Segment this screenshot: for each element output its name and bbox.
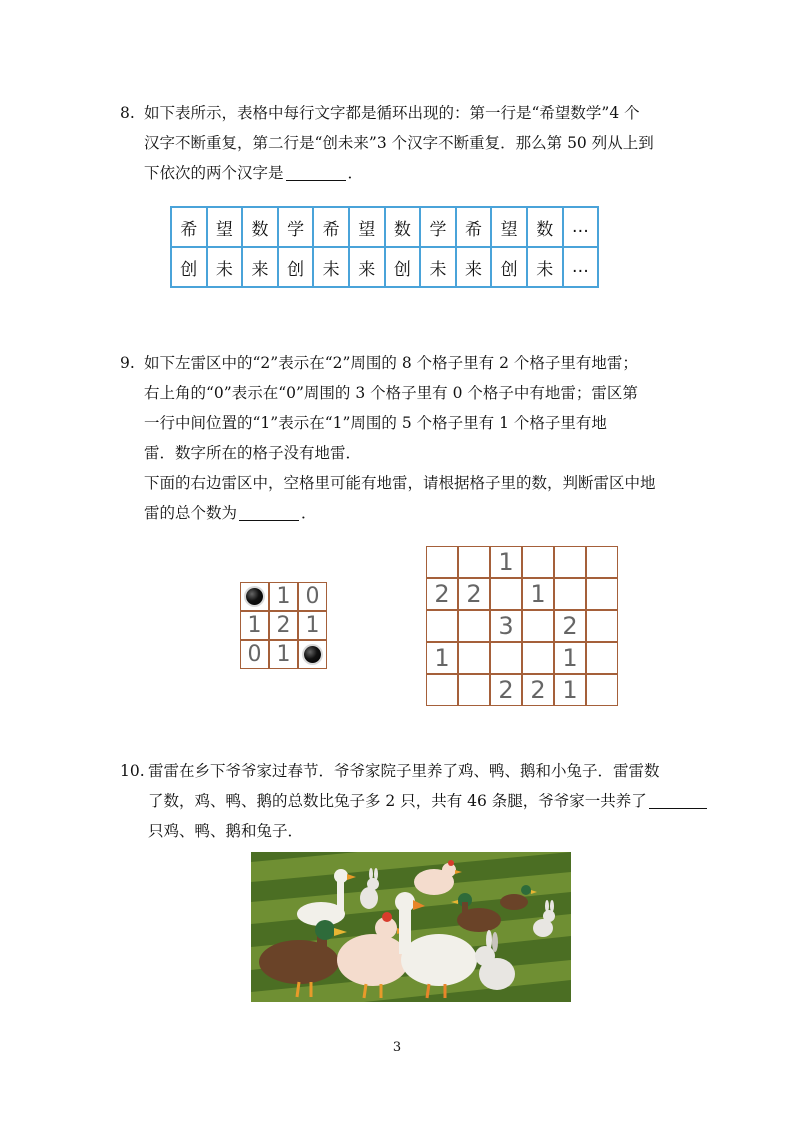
cell-number: 1 (305, 613, 320, 638)
question-10 (120, 756, 680, 846)
cell-number: 2 (498, 676, 514, 704)
empty-cell (522, 610, 554, 642)
mine-cell (240, 582, 269, 611)
mine-icon (246, 588, 263, 605)
number-cell (269, 640, 298, 669)
question-text-line: 如下左雷区中的“2”表示在“2”周围的 8 个格子里有 2 个格子里有地雷； (144, 354, 638, 372)
number-cell (554, 674, 586, 706)
empty-cell (586, 578, 618, 610)
hanzi-cell: 来 (349, 247, 385, 287)
hanzi-cell: 望 (349, 207, 385, 247)
cell-number: 0 (247, 642, 262, 667)
cell-number: 3 (498, 612, 514, 640)
number-cell (522, 674, 554, 706)
hanzi-cell: 未 (313, 247, 349, 287)
number-cell (554, 642, 586, 674)
farm-animals-illustration (251, 852, 571, 1002)
empty-cell (522, 546, 554, 578)
empty-cell (554, 546, 586, 578)
empty-cell (458, 610, 490, 642)
cell-number: 2 (276, 613, 291, 638)
number-cell (298, 582, 327, 611)
hanzi-cell: 未 (527, 247, 563, 287)
mine-icon (304, 646, 321, 663)
cell-number: 2 (466, 580, 482, 608)
hanzi-cell: 未 (207, 247, 243, 287)
question-number: 8. (120, 104, 135, 122)
question-text: 下依次的两个汉字是 (144, 164, 284, 182)
answer-blank[interactable] (286, 162, 346, 181)
question-text: ． (301, 504, 317, 522)
hanzi-cell: 数 (385, 207, 421, 247)
hanzi-cell: 创 (278, 247, 314, 287)
hanzi-cell: 创 (491, 247, 527, 287)
number-cell (458, 578, 490, 610)
hanzi-cell: 创 (171, 247, 207, 287)
number-cell (522, 578, 554, 610)
number-cell (490, 546, 522, 578)
cell-number: 1 (276, 642, 291, 667)
question-number: 9. (120, 354, 135, 372)
question-text-line: 只鸡、鸭、鹅和兔子． (148, 822, 304, 840)
cell-number: 2 (562, 612, 578, 640)
empty-cell (458, 546, 490, 578)
question-text: ． (347, 164, 364, 182)
empty-cell (426, 546, 458, 578)
right-minefield-grid (426, 546, 618, 706)
empty-cell (586, 546, 618, 578)
page-number: 3 (392, 1040, 402, 1055)
cell-number: 2 (530, 676, 546, 704)
number-cell (269, 582, 298, 611)
number-cell (298, 611, 327, 640)
cell-number: 1 (276, 584, 291, 609)
question-text: 雷的总个数为 (144, 504, 238, 522)
empty-cell (426, 674, 458, 706)
cell-number: 1 (434, 644, 450, 672)
answer-blank[interactable] (649, 790, 707, 809)
mine-cell (298, 640, 327, 669)
empty-cell (458, 642, 490, 674)
cell-number: 2 (434, 580, 450, 608)
hanzi-cell: 未 (420, 247, 456, 287)
empty-cell (586, 674, 618, 706)
empty-cell (522, 642, 554, 674)
empty-cell (554, 578, 586, 610)
empty-cell (490, 578, 522, 610)
hanzi-cell: 学 (278, 207, 314, 247)
empty-cell (586, 642, 618, 674)
number-cell (426, 578, 458, 610)
question-text-line: 如下表所示，表格中每行文字都是循环出现的：第一行是“希望数学”4 个 (144, 104, 640, 122)
number-cell (426, 642, 458, 674)
hanzi-cell: … (563, 207, 599, 247)
hanzi-cell: 学 (420, 207, 456, 247)
hanzi-table (170, 206, 599, 288)
left-minefield-grid (240, 582, 327, 669)
question-text-line (120, 158, 680, 188)
question-text-line: 一行中间位置的“1”表示在“1”周围的 5 个格子里有 1 个格子里有地 (144, 414, 607, 432)
question-9 (120, 348, 680, 528)
question-text-line: 雷雷在乡下爷爷家过春节．爷爷家院子里养了鸡、鸭、鹅和小兔子．雷雷数 (148, 762, 660, 780)
number-cell (490, 674, 522, 706)
empty-cell (426, 610, 458, 642)
number-cell (240, 640, 269, 669)
number-cell (269, 611, 298, 640)
hanzi-table-row (171, 207, 598, 247)
question-text-line (120, 786, 680, 816)
hanzi-table-row (171, 247, 598, 287)
hanzi-cell: 来 (456, 247, 492, 287)
question-text-line: 下面的右边雷区中，空格里可能有地雷，请根据格子里的数，判断雷区中地 (144, 474, 656, 492)
hanzi-cell: … (563, 247, 599, 287)
question-text-line: 雷．数字所在的格子没有地雷． (144, 444, 362, 462)
hanzi-cell: 数 (242, 207, 278, 247)
number-cell (490, 610, 522, 642)
empty-cell (586, 610, 618, 642)
answer-blank[interactable] (239, 502, 299, 521)
hanzi-cell: 望 (207, 207, 243, 247)
question-text-line: 汉字不断重复，第二行是“创未来”3 个汉字不断重复．那么第 50 列从上到 (144, 134, 654, 152)
number-cell (240, 611, 269, 640)
cell-number: 1 (530, 580, 546, 608)
empty-cell (490, 642, 522, 674)
hanzi-cell: 创 (385, 247, 421, 287)
question-number: 10. (120, 762, 145, 780)
cell-number: 1 (498, 548, 514, 576)
number-cell (554, 610, 586, 642)
cell-number: 1 (562, 644, 578, 672)
hanzi-cell: 望 (491, 207, 527, 247)
hanzi-cell: 希 (171, 207, 207, 247)
question-text: 了数，鸡、鸭、鹅的总数比兔子多 2 只，共有 46 条腿，爷爷家一共养了 (148, 792, 647, 810)
hanzi-cell: 来 (242, 247, 278, 287)
hanzi-cell: 数 (527, 207, 563, 247)
hanzi-cell: 希 (313, 207, 349, 247)
question-text-line (120, 498, 680, 528)
empty-cell (458, 674, 490, 706)
cell-number: 1 (247, 613, 262, 638)
question-8 (120, 98, 680, 188)
hanzi-cell: 希 (456, 207, 492, 247)
question-text-line: 右上角的“0”表示在“0”周围的 3 个格子里有 0 个格子中有地雷；雷区第 (144, 384, 638, 402)
cell-number: 0 (305, 584, 320, 609)
cell-number: 1 (562, 676, 578, 704)
